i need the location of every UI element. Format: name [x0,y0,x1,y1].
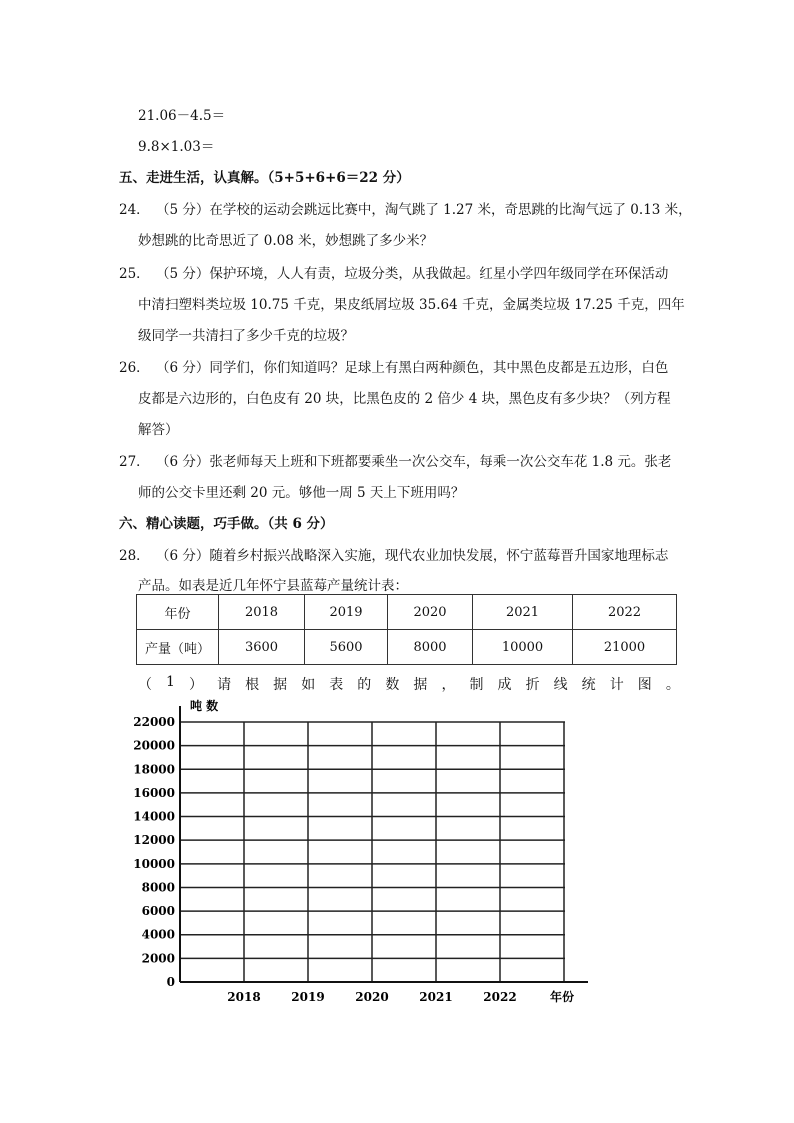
x-tick-label: 2018 [227,990,261,1004]
subq-char: 如 [301,677,316,693]
y-tick-label: 8000 [141,880,175,895]
y-tick-label: 10000 [133,856,175,871]
y-tick-label: 12000 [133,833,175,848]
problem-28-line-2: 产品。如表是近几年怀宁县蓝莓产量统计表： [138,578,408,594]
table-cell: 3600 [219,630,305,665]
chart-y-tick-labels [133,715,175,989]
subq-char: 据 [273,677,288,693]
table-cell: 年份 [137,595,219,630]
problem-26-line-3: 解答） [138,422,179,438]
subq-char: 1 [166,674,175,690]
table-cell: 5600 [305,630,388,665]
problem-25-line-1: （5 分）保护环境，人人有责，垃圾分类，从我做起。红星小学四年级同学在环保活动 [156,266,669,282]
chart-y-axis-label: 吨 数 [190,699,219,713]
problem-27-number: 27． [119,454,150,470]
subq-char: 。 [665,677,680,693]
production-table [136,594,677,665]
x-tick-label: 2020 [355,990,389,1004]
x-tick-label: 2021 [419,990,453,1004]
table-cell: 2022 [573,595,677,630]
problem-28-line-1: （6 分）随着乡村振兴战略深入实施，现代农业加快发展，怀宁蓝莓晋升国家地理标志 [156,548,669,564]
subq-char: ， [441,677,456,693]
problem-24-line-2: 妙想跳的比奇思近了 0.08 米，妙想跳了多少米？ [138,233,434,249]
problem-26-number: 26． [119,360,150,376]
problem-27-line-1: （6 分）张老师每天上班和下班都要乘坐一次公交车，每乘一次公交车花 1.8 元。张老 [156,454,672,470]
problem-25-number: 25． [119,266,150,282]
y-tick-label: 4000 [141,927,175,942]
calc-line-2: 9.8×1.03＝ [138,139,215,155]
subq-char: 据 [413,677,428,693]
x-tick-label: 2022 [483,990,517,1004]
problem-26-line-2: 皮都是六边形的，白色皮有 20 块，比黑色皮的 2 倍少 4 块，黑色皮有多少块？（列方程 [138,391,671,407]
table-cell: 2018 [219,595,305,630]
table-cell: 产量（吨） [137,630,219,665]
subq-char: ） [189,677,204,693]
table-cell: 10000 [473,630,573,665]
y-tick-label: 14000 [133,809,175,824]
table-cell: 2021 [473,595,573,630]
table-cell: 21000 [573,630,677,665]
section-6-title: 六、精心读题，巧手做。（共 6 分） [119,516,334,532]
problem-24-line-1: （5 分）在学校的运动会跳远比赛中，淘气跳了 1.27 米，奇思跳的比淘气远了 0.13 米， [156,202,692,218]
y-tick-label: 20000 [133,738,175,753]
table-row-year [137,595,677,630]
problem-27-line-2: 师的公交卡里还剩 20 元。够他一周 5 天上下班用吗？ [138,485,465,501]
subq-char: 表 [329,677,344,693]
y-tick-label: 16000 [133,785,175,800]
table-row-output [137,630,677,665]
y-tick-label: 22000 [133,715,175,729]
subq-char: 根 [245,677,260,693]
subq-char: 图 [637,677,652,693]
subq-char: 请 [217,677,232,693]
chart-gridlines [180,706,588,982]
y-tick-label: 0 [166,975,175,989]
subq-char: 计 [609,677,624,693]
chart-x-tick-labels [227,990,516,1004]
table-cell: 2020 [388,595,473,630]
problem-28-number: 28． [119,548,150,564]
subq-char: 折 [525,677,540,693]
problem-25-line-3: 级同学一共清扫了多少千克的垃圾？ [138,328,354,344]
table-cell: 2019 [305,595,388,630]
table-cell: 8000 [388,630,473,665]
subquestion-1 [138,674,680,694]
subq-char: 的 [357,677,372,693]
calc-line-1: 21.06－4.5＝ [138,108,226,124]
section-5-title: 五、走进生活，认真解。（5+5+6+6＝22 分） [119,170,410,186]
problem-24-number: 24． [119,202,150,218]
y-tick-label: 18000 [133,762,175,777]
subq-char: 制 [469,677,484,693]
y-tick-label: 6000 [141,904,175,919]
chart-x-axis-label: 年份 [550,990,575,1004]
subq-char: 统 [581,677,596,693]
subq-char: （ [138,677,152,693]
problem-25-line-2: 中清扫塑料类垃圾 10.75 千克，果皮纸屑垃圾 35.64 千克，金属类垃圾 17.25 千克，四年 [138,297,685,313]
subq-char: 成 [497,677,512,693]
y-tick-label: 2000 [141,951,175,966]
problem-26-line-1: （6 分）同学们，你们知道吗？足球上有黑白两种颜色，其中黑色皮都是五边形，白色 [156,360,669,376]
subq-char: 线 [553,677,568,693]
subq-char: 数 [385,677,400,693]
x-tick-label: 2019 [291,990,325,1004]
line-chart-grid [133,696,600,1012]
